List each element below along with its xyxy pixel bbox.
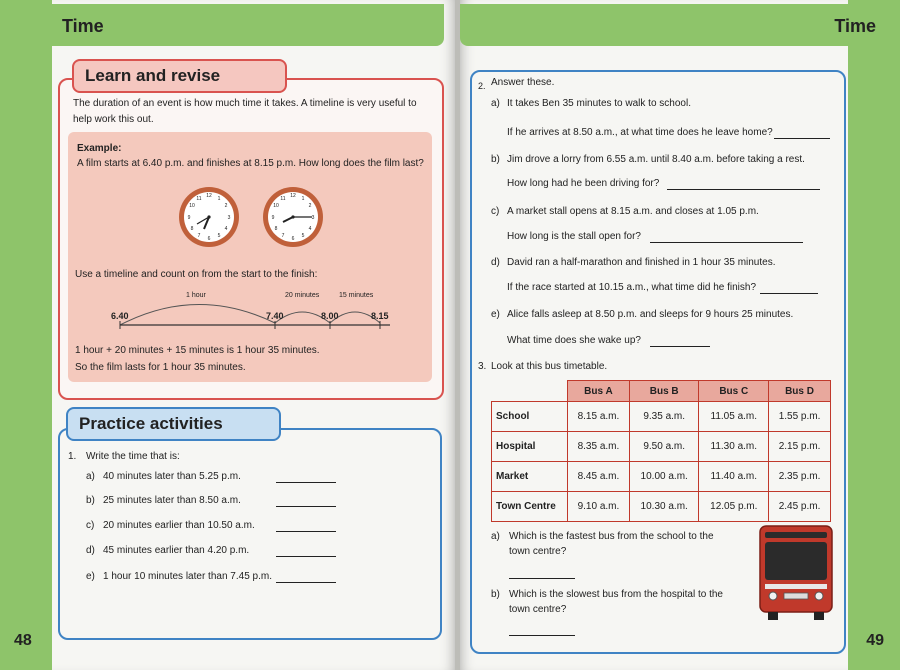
q2-number: 2. [478,81,486,91]
timeline-label-3: 8.00 [321,311,339,321]
q1-item-b-label: b) [86,495,95,506]
q1-item-b-text: 25 minutes later than 8.50 a.m. [103,495,241,506]
q3-text: Look at this bus timetable. [491,361,608,372]
timetable-stop: Town Centre [492,492,568,522]
example-label: Example: [77,143,122,154]
timetable-cell: 11.05 a.m. [699,402,769,432]
timetable-cell: 11.30 a.m. [699,432,769,462]
svg-text:10: 10 [189,203,195,209]
timeline-label-4: 8.15 [371,311,389,321]
q2-item-c-follow: How long is the stall open for? [507,231,641,242]
practice-activities-tab: Practice activities [66,407,281,441]
q2-item-b-follow: How long had he been driving for? [507,178,660,189]
svg-text:3: 3 [311,215,315,221]
left-page-number: 48 [14,632,32,649]
q2-item-d-answer-line[interactable] [760,284,818,294]
q3-number: 3. [478,361,487,372]
timetable-cell: 2.35 p.m. [769,462,831,492]
svg-text:8: 8 [190,226,194,232]
timeline-label-1: 6.40 [111,311,129,321]
svg-text:6: 6 [291,236,295,242]
q3-b-label: b) [491,589,500,600]
bus-icon [756,522,836,622]
svg-text:3: 3 [227,215,231,221]
right-page-number: 49 [866,632,884,649]
q2-item-a-answer-line[interactable] [774,129,830,139]
learn-and-revise-tab: Learn and revise [72,59,287,93]
timetable-corner [492,381,568,402]
q2-item-d-follow: If the race started at 10.15 a.m., what time did he finish? [507,282,757,293]
conclusion-line: So the film lasts for 1 hour 35 minutes. [75,362,246,373]
timetable-cell: 10.00 a.m. [629,462,699,492]
timetable-cell: 9.10 a.m. [568,492,630,522]
q1-text: Write the time that is: [86,451,180,462]
timetable-col-header: Bus B [629,381,699,402]
svg-text:12: 12 [206,193,212,199]
q2-item-c-label: c) [491,206,500,217]
svg-text:4: 4 [308,226,312,232]
timeline-label-2: 7.40 [266,311,284,321]
q1-item-c-answer-line[interactable] [276,522,336,532]
timetable-cell: 11.40 a.m. [699,462,769,492]
svg-text:12: 12 [290,193,296,199]
svg-text:11: 11 [280,196,286,202]
table-row [492,462,831,492]
learn-intro-line-2: help work this out. [73,114,154,125]
timetable-stop: Market [492,462,568,492]
timetable-cell: 10.30 a.m. [629,492,699,522]
q2-item-a-follow: If he arrives at 8.50 a.m., at what time does he leave home? [507,127,773,138]
svg-text:2: 2 [224,203,228,209]
q1-item-a-label: a) [86,471,95,482]
svg-text:9: 9 [271,215,275,221]
q1-item-e-answer-line[interactable] [276,573,336,583]
q2-item-b-answer-line[interactable] [667,180,820,190]
timetable-col-header: Bus A [568,381,630,402]
svg-text:5: 5 [301,233,305,239]
q1-item-a-text: 40 minutes later than 5.25 p.m. [103,471,241,482]
q2-item-e-answer-line[interactable] [650,337,710,347]
timeline-jump-2: 20 minutes [285,292,320,299]
q2-item-c-answer-line[interactable] [650,233,803,243]
svg-text:8: 8 [274,226,278,232]
q2-item-d-label: d) [491,257,500,268]
q2-item-a-text: It takes Ben 35 minutes to walk to school. [507,98,691,109]
table-row [492,402,831,432]
clock-icon [177,185,241,249]
left-side-strip [4,0,52,670]
right-header-bar [460,4,896,46]
q1-item-c-text: 20 minutes earlier than 10.50 a.m. [103,520,255,531]
timetable-cell: 12.05 p.m. [699,492,769,522]
q2-item-a-label: a) [491,98,500,109]
timetable-cell: 2.15 p.m. [769,432,831,462]
right-side-strip [848,0,896,670]
q2-item-c-text: A market stall opens at 8.15 a.m. and closes at 1.05 p.m. [507,206,759,217]
svg-text:5: 5 [217,233,221,239]
q2-item-b-text: Jim drove a lorry from 6.55 a.m. until 8.40 a.m. before taking a rest. [507,154,805,165]
q1-item-e-label: e) [86,571,95,582]
q1-item-e-text: 1 hour 10 minutes later than 7.45 p.m. [103,571,272,582]
timetable-cell: 9.50 a.m. [629,432,699,462]
learn-intro-line-1: The duration of an event is how much time it takes. A timeline is very useful to [73,98,417,109]
svg-text:1: 1 [301,196,305,202]
q3-a-label: a) [491,531,500,542]
q1-item-d-text: 45 minutes earlier than 4.20 p.m. [103,545,250,556]
q3-b-text-line-2: town centre? [509,604,567,615]
timeline-jump-1: 1 hour [186,292,206,299]
timetable-cell: 8.15 a.m. [568,402,630,432]
q1-item-c-label: c) [86,520,95,531]
q2-item-d-text: David ran a half-marathon and finished in 1 hour 35 minutes. [507,257,776,268]
q3-a-answer-line[interactable] [509,569,575,579]
q1-item-d-answer-line[interactable] [276,547,336,557]
timetable-header-row [492,381,831,402]
svg-text:2: 2 [308,203,312,209]
q2-item-e-follow: What time does she wake up? [507,335,641,346]
q1-item-b-answer-line[interactable] [276,497,336,507]
svg-text:11: 11 [196,196,202,202]
q3-a-text-line-1: Which is the fastest bus from the school to the [509,531,714,542]
q2-text: Answer these. [491,77,555,88]
timetable-cell: 8.35 a.m. [568,432,630,462]
sum-line: 1 hour + 20 minutes + 15 minutes is 1 hour 35 minutes. [75,345,320,356]
q2-item-e-label: e) [491,309,500,320]
svg-text:1: 1 [217,196,221,202]
timetable-cell: 1.55 p.m. [769,402,831,432]
clock-icon [261,185,325,249]
q3-a-text-line-2: town centre? [509,546,567,557]
table-row [492,492,831,522]
right-page-title: Time [834,16,876,36]
q1-number: 1. [68,451,77,462]
timetable-cell: 8.45 a.m. [568,462,630,492]
svg-text:7: 7 [197,233,201,239]
q1-item-a-answer-line[interactable] [276,473,336,483]
timetable-col-header: Bus C [699,381,769,402]
q2-item-e-text: Alice falls asleep at 8.50 p.m. and sleeps for 9 hours 25 minutes. [507,309,794,320]
svg-text:6: 6 [207,236,211,242]
svg-text:10: 10 [273,203,279,209]
svg-text:4: 4 [224,226,228,232]
timetable-col-header: Bus D [769,381,831,402]
timetable-cell: 9.35 a.m. [629,402,699,432]
q3-b-text-line-1: Which is the slowest bus from the hospital to the [509,589,723,600]
left-page-title: Time [62,16,104,36]
q3-b-answer-line[interactable] [509,626,575,636]
table-row [492,432,831,462]
svg-text:7: 7 [281,233,285,239]
timetable-stop: Hospital [492,432,568,462]
timeline-intro: Use a timeline and count on from the start to the finish: [75,269,318,280]
svg-text:9: 9 [187,215,191,221]
timetable-cell: 2.45 p.m. [769,492,831,522]
example-text: A film starts at 6.40 p.m. and finishes at 8.15 p.m. How long does the film last? [77,158,424,169]
bus-timetable [491,380,831,522]
q2-item-b-label: b) [491,154,500,165]
timeline-jump-3: 15 minutes [339,292,374,299]
timetable-stop: School [492,402,568,432]
q1-item-d-label: d) [86,545,95,556]
